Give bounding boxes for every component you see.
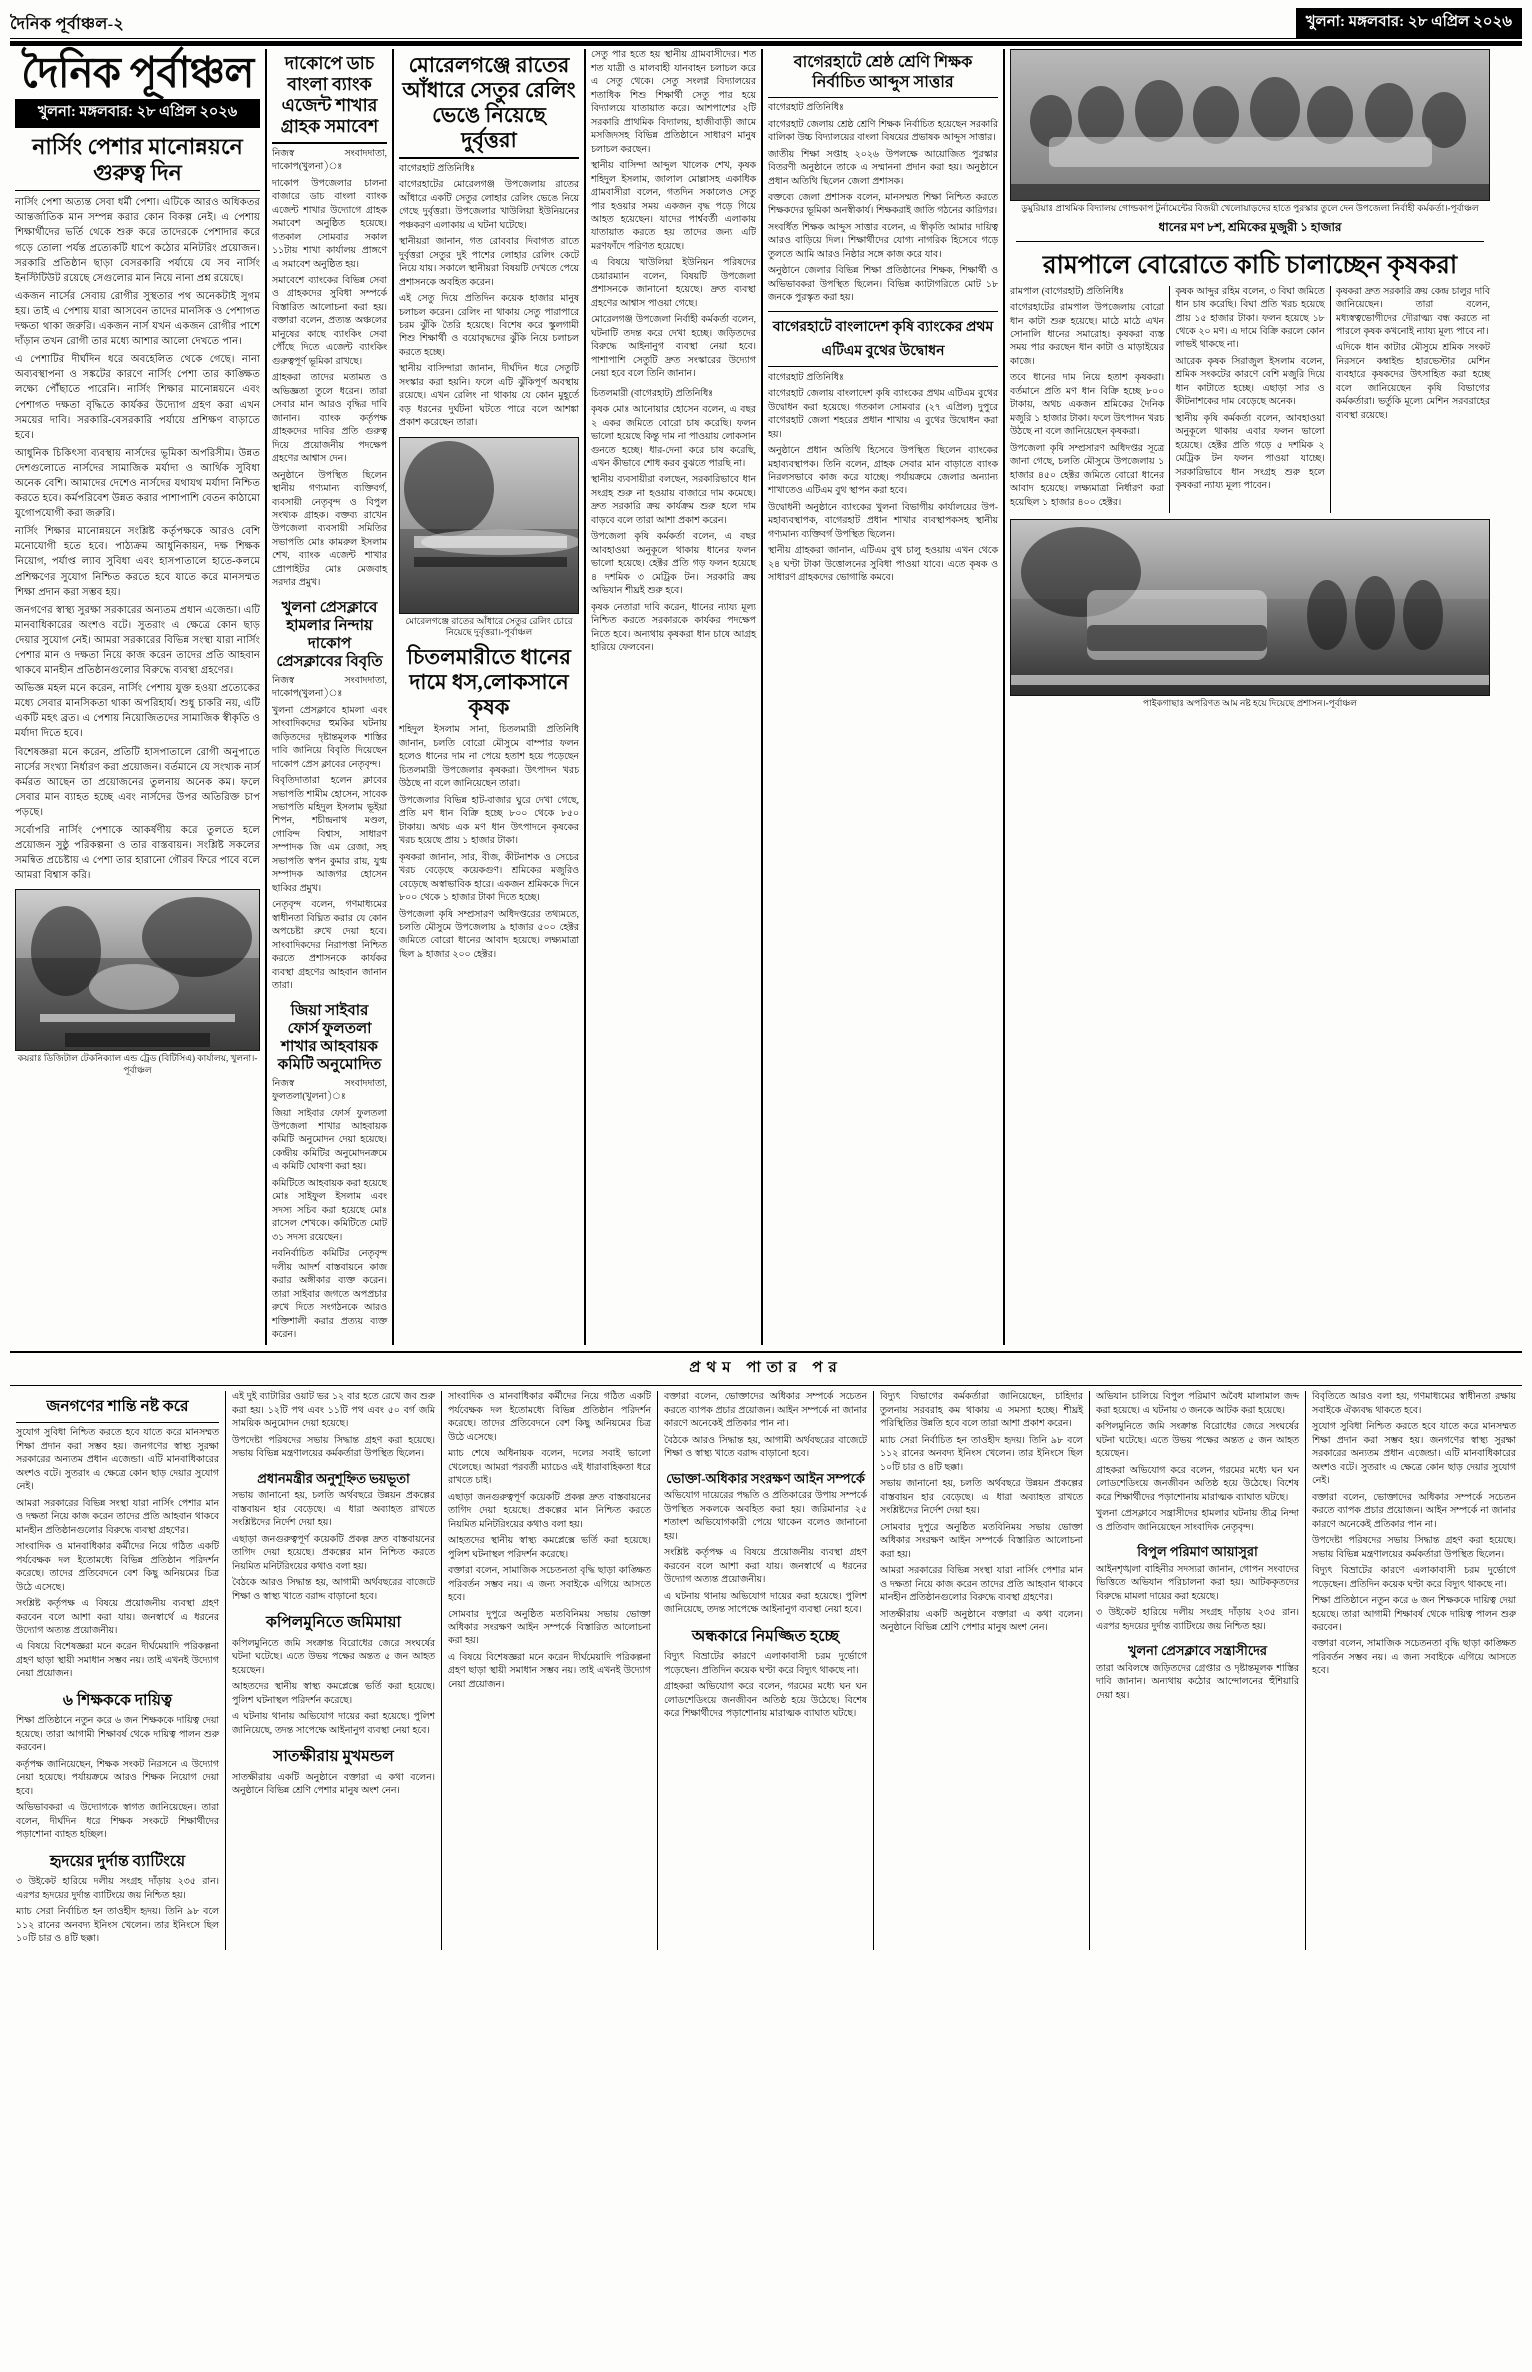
bottom-body-pm: সভায় জানানো হয়, চলতি অর্থবছরে উন্নয়ন প্রকল্পের বাস্তবায়ন হার বেড়েছে। এ ধারা অব্যাহত রাখতে সংশ্লিষ্টদের নির্দেশ দেয়া হয়। এছাড়া জনগুরুত্বপূর্ণ কয়েকটি প্রকল্প দ্রুত বাস্তবায়নের তাগিদ দেয়া হয়েছে। প্রকল্পের মান নিশ্চিত করতে নিয়মিত মনিটরিংয়ের কথাও বলা হয়। বৈঠকে আরও সিদ্ধান্ত হয়, আগামী অর্থবছরের বাজেটে শিক্ষা ও স্বাস্থ্য খাতে বরাদ্দ বাড়ানো হবে। bbox=[232, 1491, 435, 1602]
folio-rule-thick bbox=[10, 41, 1522, 46]
morrelganj-bridge-photo bbox=[399, 437, 579, 614]
kayra-photo-caption: কয়রাঃ ডিজিটাল টেকনিক্যাল এন্ড ট্রেড (বিটিসিএ) কার্যালয়, খুলনা।-পূর্বাঞ্চল bbox=[17, 1053, 258, 1076]
hairline bbox=[272, 142, 387, 143]
bottom-column-3 bbox=[442, 1391, 658, 1949]
bottom-column-2 bbox=[226, 1391, 442, 1949]
top-section-grid bbox=[10, 49, 1522, 1345]
morrelganj-photo-caption: মোরেলগঞ্জে রাতের আঁধারে সেতুর রেলিং চোরে নিয়েছে দুর্বৃত্তরা।-পূর্বাঞ্চল bbox=[405, 615, 573, 638]
bagerhat-teacher-headline: বাগেরহাটে শ্রেষ্ঠ শ্রেণি শিক্ষক নির্বাচিত আব্দুস সাত্তার bbox=[793, 54, 973, 91]
bottom-headline-pm: প্রধানমন্ত্রীর অনুশূহ্নিত ভয়ভূতা bbox=[257, 1470, 410, 1486]
morrelganj-body-b: সেতু পার হতে হয় স্থানীয় গ্রামবাসীদের। শত শত যাত্রী ও মালবাহী যানবাহন চলাচল করে এ সেতু থেকে। সেতু সংলগ্ন বিদ্যালয়ের শতাধিক শিশু শিক্ষার্থী সেতু পার হয়ে বিদ্যালয়ে যাতায়াত করে। আশপাশের ২টি সরকারি প্রাথমিক বিদ্যালয়, হাজীবাড়ী জামে মসজিদসহ বিভিন্ন প্রতিষ্ঠানে সাধারণ মানুষ চলাচল করছেন। স্থানীয় বাসিন্দা আব্দুল খালেক শেখ, কৃষক শহিদুল ইসলাম, জালাল মোল্লাসহ একাধিক গ্রামবাসীরা বলেন, গতদিন সকালেও সেতু পার হওয়ার সময় একজন বৃদ্ধ পড়ে গিয়ে আহত হয়েছেন। যাদের পার্শ্ববর্তী এলাকায় যাতায়াত করতে হয় তাদের জন্য এটি মরণফাঁদে পরিণত হয়েছে। এ বিষয়ে খাউলিয়া ইউনিয়ন পরিষদের চেয়ারম্যান বলেন, বিষয়টি উপজেলা প্রশাসনকে জানানো হয়েছে। দ্রুত ব্যবস্থা গ্রহণের আশ্বাস পাওয়া গেছে। মোরেলগঞ্জ উপজেলা নির্বাহী কর্মকর্তা বলেন, ঘটনাটি তদন্ত করে দেখা হচ্ছে। জড়িতদের বিরুদ্ধে আইনানুগ ব্যবস্থা নেয়া হবে। পাশাপাশি সেতুটি দ্রুত সংস্কারের উদ্যোগ নেয়া হবে বলে তিনি জানান। bbox=[591, 50, 756, 380]
bottom-body-bipul: আইনশৃঙ্খলা বাহিনীর সদস্যরা জানান, গোপন সংবাদের ভিত্তিতে অভিযান পরিচালনা করা হয়। আটককৃতদের বিরুদ্ধে মামলা দায়ের করা হয়েছে। ৩ উইকেট হারিয়ে দলীয় সংগ্রহ দাঁড়ায় ২৩৫ রান। এরপর হৃদয়ের দুর্দান্ত ব্যাটিংয়ে জয় নিশ্চিত হয়। bbox=[1096, 1564, 1299, 1632]
bottom-column-5 bbox=[874, 1391, 1090, 1949]
bottom-column-4 bbox=[658, 1391, 874, 1949]
hairline bbox=[399, 157, 579, 158]
chitalmari-headline: চিতলমারীতে ধানের দামে ধস,লোকসানে কৃষক bbox=[407, 645, 571, 719]
krishi-bank-body: বাগেরহাট প্রতিনিধিঃ বাগেরহাট জেলায় বাংলাদেশ কৃষি ব্যাংকের প্রথম এটিএম বুথের উদ্বোধন করা হয়েছে। গতকাল সোমবার (২৭ এপ্রিল) দুপুরে বাগেরহাট জেলা শহরের প্রধান শাখায় এ বুথের উদ্বোধন করা হয়। অনুষ্ঠানে প্রধান অতিথি হিসেবে উপস্থিত ছিলেন ব্যাংকের মহাব্যবস্থাপক। তিনি বলেন, গ্রাহক সেবার মান বাড়াতে ব্যাংক নিরলসভাবে কাজ করে যাচ্ছে। পর্যায়ক্রমে জেলার অন্যান্য শাখাতেও এটিএম বুথ স্থাপন করা হবে। উদ্বোধনী অনুষ্ঠানে ব্যাংকের খুলনা বিভাগীয় কার্যালয়ের উপ-মহাব্যবস্থাপক, বাগেরহাট প্রধান শাখার ব্যবস্থাপকসহ স্থানীয় গণ্যমান্য ব্যক্তিবর্গ উপস্থিত ছিলেন। স্থানীয় গ্রাহকরা জানান, এটিএম বুথ চালু হওয়ায় এখন থেকে ২৪ ঘণ্টা টাকা উত্তোলনের সুবিধা পাওয়া যাবে। এতে কৃষক ও সাধারণ গ্রাহকদের ভোগান্তি কমবে। bbox=[768, 372, 998, 584]
bottom-headline-consumer: ভোক্তা-অধিকার সংরক্ষণ আইন সম্পর্কে bbox=[666, 1470, 865, 1486]
bottom-column-1 bbox=[10, 1391, 226, 1949]
rampal-body-grid bbox=[1010, 286, 1490, 514]
bottom-body-satkhira: সাতক্ষীরায় একটি অনুষ্ঠানে বক্তারা এ কথা বলেন। অনুষ্ঠানে বিভিন্ন শ্রেণি পেশার মানুষ অংশ নেন। bbox=[232, 1772, 435, 1797]
folio-bar bbox=[10, 8, 1522, 38]
masthead-datebar: খুলনা: মঙ্গলবার: ২৮ এপ্রিল ২০২৬ bbox=[15, 99, 260, 128]
dacope-press-body: নিজস্ব সংবাদদাতা, দাকোপ(খুলনা)ঃ খুলনা প্রেসক্লাবে হামলা এবং সাংবাদিকদের হুমকির ঘটনায় জড়িতদের দৃষ্টান্তমূলক শাস্তির দাবি জানিয়ে বিবৃতি দিয়েছেন দাকোপ প্রেস ক্লাবের নেতৃবৃন্দ। বিবৃতিদাতারা হলেন ক্লাবের সভাপতি শামীম হোসেন, সাবেক সভাপতি মহিদুল ইসলাম ভূইয়া শিপন, শচীন্দ্রনাথ মণ্ডল, গোবিন্দ বিশ্বাস, সাধারণ সম্পাদক জি এম রেজা, সহ সভাপতি স্বপন কুমার রায়, যুগ্ম সম্পাদক আজগর হোসেন ছাব্বির প্রমুখ। নেতৃবৃন্দ বলেন, গণমাধ্যমের স্বাধীনতা বিঘ্নিত করার যে কোন অপচেষ্টা রুখে দেয়া হবে। সাংবাদিকদের নিরাপত্তা নিশ্চিত করতে প্রশাসনকে কার্যকর ব্যবস্থা গ্রহণের আহবান জানান তারা। bbox=[272, 675, 387, 992]
chitalmari-body-b: চিতলমারী (বাগেরহাট) প্রতিনিধিঃ কৃষক মোঃ আনোয়ার হোসেন বলেন, এ বছর ২ একর জমিতে বোরো চাষ করেছি। ফলন ভালো হয়েছে কিন্তু দাম না পাওয়ায় লোকসান গুনতে হচ্ছে। ধার-দেনা করে চাষ করেছি, এখন কীভাবে শোধ করব বুঝতে পারছি না। স্থানীয় ব্যবসায়ীরা বলছেন, সরকারিভাবে ধান সংগ্রহ শুরু না হওয়ায় বাজারে দাম কমেছে। দ্রুত সরকারি ক্রয় কার্যক্রম শুরু হলে দাম বাড়বে বলে তারা আশা প্রকাশ করেন। উপজেলা কৃষি কর্মকর্তা বলেন, এ বছর আবহাওয়া অনুকূলে থাকায় ধানের ফলন ভালো হয়েছে। হেক্টর প্রতি গড় ফলন হয়েছে ৪ দশমিক ৩ মেট্রিক টন। সরকারি ক্রয় অভিযান শীঘ্রই শুরু হবে। কৃষক নেতারা দাবি করেন, ধানের ন্যায্য মূল্য নিশ্চিত করতে সরকারকে কার্যকর পদক্ষেপ নিতে হবে। অন্যথায় কৃষকরা ধান চাষে আগ্রহ হারিয়ে ফেলবেন। bbox=[591, 388, 756, 654]
bottom-body-2a: এই দুই ব্যাটারির ওয়াট ভর ১২ বার হতে রেখে জব শুরু করা হয়। ১২টি পথ এবং ১১টি পথ এবং ৫০ বর্গ জমি সাময়িক অনুমোদন দেয়া হয়েছে। উপদেষ্টা পরিষদের সভায় সিদ্ধান্ত গ্রহণ করা হয়েছে। সভায় বিভিন্ন মন্ত্রণালয়ের কর্মকর্তারা উপস্থিত ছিলেন। bbox=[232, 1392, 435, 1460]
lead-editorial-headline: নার্সিং পেশার মানোন্নয়নে গুরুত্ব দিন bbox=[15, 128, 260, 191]
morrelganj-body-a: বাগেরহাট প্রতিনিধিঃ বাগেরহাটের মোরেলগঞ্জ উপজেলায় রাতের আঁধারে একটি সেতুর লোহার রেলিং ভেঙে নিয়ে গেছে দুর্বৃত্তরা। উপজেলার খাউলিয়া ইউনিয়নের পঞ্চকরণ এলাকায় এ ঘটনা ঘটেছে। স্থানীয়রা জানান, গত রোববার দিবাগত রাতে দুর্বৃত্তরা সেতুর দুই পাশের লোহার রেলিং কেটে নিয়ে যায়। সকালে স্থানীয়রা বিষয়টি দেখতে পেয়ে প্রশাসনকে অবহিত করেন। এই সেতু দিয়ে প্রতিদিন কয়েক হাজার মানুষ চলাচল করেন। রেলিং না থাকায় সেতু পারাপারে চরম ঝুঁকি তৈরি হয়েছে। বিশেষ করে স্কুলগামী শিশু শিক্ষার্থী ও বয়োবৃদ্ধদের ঝুঁকি নিয়ে চলাচল করতে হচ্ছে। স্থানীয় বাসিন্দারা জানান, দীর্ঘদিন ধরে সেতুটি সংস্কার করা হয়নি। ফলে এটি ঝুঁকিপূর্ণ অবস্থায় রয়েছে। এখন রেলিং না থাকায় যে কোন মুহূর্তে বড় ধরনের দুর্ঘটনা ঘটতে পারে বলে আশঙ্কা প্রকাশ করেছেন তারা। bbox=[399, 163, 579, 429]
krishi-bank-headline: বাগেরহাটে বাংলাদেশ কৃষি ব্যাংকের প্রথম এটিএম বুথের উদ্বোধন bbox=[768, 311, 998, 367]
dacope-bank-body: নিজস্ব সংবাদদাতা, দাকোপ(খুলনা)ঃ দাকোপ উপজেলার চালনা বাজারে ডাচ বাংলা ব্যাংক এজেন্ট শাখার উদ্যোগে গ্রাহক সমাবেশ অনুষ্ঠিত হয়েছে। গতকাল সোমবার সকাল ১১টায় শাখা কার্যালয় প্রাঙ্গণে এ সমাবেশ অনুষ্ঠিত হয়। সমাবেশে ব্যাংকের বিভিন্ন সেবা ও গ্রাহকদের সুবিধা সম্পর্কে বিস্তারিত আলোচনা করা হয়। বক্তারা বলেন, প্রত্যন্ত অঞ্চলের মানুষের কাছে ব্যাংকিং সেবা পৌঁছে দিতে এজেন্ট ব্যাংকিং গুরুত্বপূর্ণ ভূমিকা রাখছে। গ্রাহকরা তাদের মতামত ও অভিজ্ঞতা তুলে ধরেন। তারা সেবার মান আরও বৃদ্ধির দাবি জানান। ব্যাংক কর্তৃপক্ষ গ্রাহকদের দাবির প্রতি গুরুত্ব দিয়ে প্রয়োজনীয় পদক্ষেপ গ্রহণের আশ্বাস দেন। অনুষ্ঠানে উপস্থিত ছিলেন স্থানীয় গণ্যমান্য ব্যক্তিবর্গ, ব্যবসায়ী নেতৃবৃন্দ ও বিপুল সংখ্যক গ্রাহক। বক্তব্য রাখেন উপজেলা ব্যবসায়ী সমিতির সভাপতি মোঃ কামরুল ইসলাম শেখ, ব্যাংক এজেন্ট শাখার প্রোপাইটর মোঃ মেজবাহ সরদার প্রমুখ। bbox=[272, 148, 387, 589]
school-photo-caption: ডুমুরিয়াঃ প্রাথমিক বিদ্যালয় গোল্ডকাপ টুর্নামেন্টের বিজয়ী খেলোয়াড়দের হাতে পুরস্কার তুলে দেন উপজেলা নির্বাহী কর্মকর্তা।-পূর্বাঞ্চল bbox=[1021, 203, 1479, 214]
hairline bbox=[16, 1422, 219, 1423]
jia-cyber-body: নিজস্ব সংবাদদাতা, ফুলতলা(খুলনা)ঃ জিয়া সাইবার ফোর্স ফুলতলা উপজেলা শাখার আহবায়ক কমিটি অনুমোদন দেয়া হয়েছে। কেন্দ্রীয় কমিটির অনুমোদনক্রমে এ কমিটি ঘোষণা করা হয়। কমিটিতে আহবায়ক করা হয়েছে মোঃ সাইফুল ইসলাম এবং সদস্য সচিব করা হয়েছে মোঃ রাসেল শেখকে। কমিটিতে মোট ৩১ সদস্য রয়েছেন। নবনির্বাচিত কমিটির নেতৃবৃন্দ দলীয় আদর্শ বাস্তবায়নে কাজ করার অঙ্গীকার ব্যক্ত করেন। তারা সাইবার জগতে অপপ্রচার রুখে দিতে সংগঠনকে আরও শক্তিশালী করার প্রত্যয় ব্যক্ত করেন। bbox=[272, 1078, 387, 1340]
right-wide-column bbox=[1005, 49, 1495, 1345]
bottom-headline-1: জনগণের শান্তি নষ্ট করে bbox=[46, 1398, 189, 1416]
bottom-column-6 bbox=[1090, 1391, 1306, 1949]
bottom-body-3: সাংবাদিক ও মানবাধিকার কর্মীদের নিয়ে গঠিত একটি পর্যবেক্ষক দল ইতোমধ্যে বিভিন্ন প্রতিষ্ঠান পরিদর্শন করেছে। তাদের প্রতিবেদনে বেশ কিছু অনিয়মের চিত্র উঠে এসেছে। ম্যাচ শেষে অধিনায়ক বলেন, দলের সবাই ভালো খেলেছে। আমরা পরবর্তী ম্যাচেও এই ধারাবাহিকতা ধরে রাখতে চাই। এছাড়া জনগুরুত্বপূর্ণ কয়েকটি প্রকল্প দ্রুত বাস্তবায়নের তাগিদ দেয়া হয়েছে। প্রকল্পের মান নিশ্চিত করতে নিয়মিত মনিটরিংয়ের কথাও বলা হয়। আহতদের স্থানীয় স্বাস্থ্য কমপ্লেক্সে ভর্তি করা হয়েছে। পুলিশ ঘটনাস্থল পরিদর্শন করেছে। বক্তারা বলেন, সামাজিক সচেতনতা বৃদ্ধি ছাড়া কাঙ্ক্ষিত পরিবর্তন সম্ভব নয়। এ জন্য সবাইকে এগিয়ে আসতে হবে। সোমবার দুপুরে অনুষ্ঠিত মতবিনিময় সভায় ভোক্তা অধিকার সংরক্ষণ আইন সম্পর্কে বিস্তারিত আলোচনা করা হয়। এ বিষয়ে বিশেষজ্ঞরা মনে করেন দীর্ঘমেয়াদি পরিকল্পনা গ্রহণ ছাড়া স্থায়ী সমাধান সম্ভব নয়। তাই এখনই উদ্যোগ নেয়া প্রয়োজন। bbox=[448, 1392, 651, 1690]
masthead-logo: দৈনিক পূর্বাঞ্চল bbox=[21, 49, 254, 97]
bottom-column-7 bbox=[1306, 1391, 1522, 1949]
continuation-section-bar: প্রথম পাতার পর bbox=[10, 1351, 1522, 1386]
dacope-bank-column bbox=[267, 49, 392, 1345]
hairline bbox=[768, 97, 998, 98]
rampal-kicker: ধানের মণ ৮শ, শ্রমিকের মুজুরী ১ হাজার bbox=[1016, 219, 1484, 242]
kayra-office-photo bbox=[15, 889, 260, 1051]
bottom-body-consumer: অভিযোগ দায়েরের পদ্ধতি ও প্রতিকারের উপায় সম্পর্কে উপস্থিত সকলকে অবহিত করা হয়। জরিমানার ২৫ শতাংশ অভিযোগকারী পেয়ে থাকেন বলেও জানানো হয়। সংশ্লিষ্ট কর্তৃপক্ষ এ বিষয়ে প্রয়োজনীয় ব্যবস্থা গ্রহণ করবেন বলে আশা করা যায়। জনস্বার্থে এ ধরনের উদ্যোগ অত্যন্ত প্রয়োজনীয়। এ ঘটনায় থানায় অভিযোগ দায়ের করা হয়েছে। পুলিশ জানিয়েছে, তদন্ত সাপেক্ষে আইনানুগ ব্যবস্থা নেয়া হবে। bbox=[664, 1491, 867, 1616]
paikgacha-photo-caption: পাইকগাছাঃ অপরিণত আম নষ্ট হয়ে দিয়েছে প্রশাসন।-পূর্বাঞ্চল bbox=[1143, 698, 1357, 709]
bottom-body-darkness: বিদ্যুৎ বিভ্রাটের কারণে এলাকাবাসী চরম দুর্ভোগে পড়েছেন। প্রতিদিন কয়েক ঘণ্টা করে বিদ্যুৎ থাকছে না। গ্রাহকরা অভিযোগ করে বলেন, গরমের মধ্যে ঘন ঘন লোডশেডিংয়ে জনজীবন অতিষ্ঠ হয়ে উঠেছে। বিশেষ করে শিক্ষার্থীদের পড়াশোনায় মারাত্মক ব্যাঘাত ঘটছে। bbox=[664, 1652, 867, 1720]
dacope-bank-headline: দাকোপে ডাচ বাংলা ব্যাংক এজেন্ট শাখার গ্রাহক সমাবেশ bbox=[280, 53, 379, 137]
bottom-headline-6teachers: ৬ শিক্ষককে দায়িত্ব bbox=[62, 1691, 173, 1709]
bottom-body-pressclub: তারা অবিলম্বে জড়িতদের গ্রেপ্তার ও দৃষ্টান্তমূলক শাস্তির দাবি জানান। অন্যথায় কঠোর আন্দোলনের হুঁশিয়ারি দেয়া হয়। bbox=[1096, 1663, 1299, 1701]
bottom-body-hridoy: ৩ উইকেট হারিয়ে দলীয় সংগ্রহ দাঁড়ায় ২৩৫ রান। এরপর হৃদয়ের দুর্দান্ত ব্যাটিংয়ে জয় নিশ্চিত হয়। ম্যাচ সেরা নির্বাচিত হন তাওহীদ হৃদয়। তিনি ৯৮ বলে ১১২ রানের অনবদ্য ইনিংস খেলেন। তার ইনিংসে ছিল ১০টি চার ও ৪টি ছক্কা। bbox=[16, 1877, 219, 1945]
jia-cyber-headline: জিয়া সাইবার ফোর্স ফুলতলা শাখার আহবায়ক কমিটি অনুমোদিত bbox=[277, 1002, 382, 1073]
rampal-body-col1: রামপাল (বাগেরহাট) প্রতিনিধিঃ বাগেরহাটের রামপাল উপজেলায় বোরো ধান কাটা শুরু হয়েছে। মাঠে মাঠে এখন সোনালি ধানের সমারোহ। কৃষকরা ব্যস্ত সময় পার করছেন ধান কাটা ও মাড়াইয়ের কাজে। তবে ধানের দাম নিয়ে হতাশ কৃষকরা। বর্তমানে প্রতি মণ ধান বিক্রি হচ্ছে ৮০০ টাকায়, অথচ একজন শ্রমিকের দৈনিক মজুরি ১ হাজার টাকা। ফলে উৎপাদন খরচ উঠছে না বলে জানিয়েছেন কৃষকরা। উপজেলা কৃষি সম্প্রসারণ অধিদপ্তর সূত্রে জানা গেছে, চলতি মৌসুমে উপজেলায় ১ হাজার ৪৫০ হেক্টর জমিতে বোরো ধানের আবাদ হয়েছে। লক্ষ্যমাত্রা নির্ধারণ করা হয়েছিল ১ হাজার ৪০০ হেক্টর। bbox=[1010, 286, 1165, 508]
bottom-body-4a: বক্তারা বলেন, ভোক্তাদের অধিকার সম্পর্কে সচেতন করতে ব্যাপক প্রচার প্রয়োজন। আইন সম্পর্কে না জানার কারণে অনেকেই প্রতিকার পান না। বৈঠকে আরও সিদ্ধান্ত হয়, আগামী অর্থবছরের বাজেটে শিক্ষা ও স্বাস্থ্য খাতে বরাদ্দ বাড়ানো হবে। bbox=[664, 1392, 867, 1460]
rampal-body-col2: কৃষক আব্দুর রহিম বলেন, ৩ বিঘা জমিতে ধান চাষ করেছি। বিঘা প্রতি খরচ হয়েছে প্রায় ১৫ হাজার টাকা। ফলন হয়েছে ১৮ থেকে ২০ মণ। এ দামে বিক্রি করলে কোন লাভই থাকছে না। আরেক কৃষক সিরাজুল ইসলাম বলেন, শ্রমিক সংকটের কারণে বেশি মজুরি দিয়ে ধান কাটাতে হচ্ছে। এছাড়া সার ও কীটনাশকের দাম বেড়েছে অনেক। স্থানীয় কৃষি কর্মকর্তা বলেন, আবহাওয়া অনুকূলে থাকায় এবার ফলন ভালো হয়েছে। হেক্টর প্রতি গড়ে ৫ দশমিক ২ মেট্রিক টন ফলন পাওয়া যাচ্ছে। সরকারিভাবে ধান সংগ্রহ শুরু হলে কৃষকরা ন্যায্য মূল্য পাবেন। bbox=[1175, 286, 1325, 492]
bottom-headline-satkhira: সাতক্ষীরায় মুখমন্ডল bbox=[273, 1748, 394, 1766]
bottom-headline-bipul: বিপুল পরিমাণ আয়াসুরা bbox=[1137, 1544, 1258, 1560]
dacope-press-headline: খুলনা প্রেসক্লাবে হামলার নিন্দায় দাকোপ প্রেসক্লাবের বিবৃতি bbox=[276, 599, 383, 670]
morrelganj-headline: মোরেলগঞ্জে রাতের আঁধারে সেতুর রেলিং ভেঙে নিয়েছে দুর্বৃত্তরা bbox=[402, 53, 576, 152]
folio-left-label: দৈনিক পূর্বাঞ্চল-২ bbox=[10, 16, 125, 33]
paikgacha-mango-photo bbox=[1010, 519, 1490, 696]
bottom-headline-pressclub: খুলনা প্রেসক্লাবে সন্ত্রাসীদের bbox=[1127, 1643, 1268, 1659]
bagerhat-column bbox=[763, 49, 1003, 1345]
bottom-body-6: অভিযান চালিয়ে বিপুল পরিমাণ অবৈধ মালামাল জব্দ করা হয়েছে। এ ঘটনায় ৩ জনকে আটক করা হয়েছে। কপিলমুনিতে জমি সংক্রান্ত বিরোধের জেরে সংঘর্ষের ঘটনা ঘটেছে। এতে উভয় পক্ষের অন্তত ৫ জন আহত হয়েছেন। গ্রাহকরা অভিযোগ করে বলেন, গরমের মধ্যে ঘন ঘন লোডশেডিংয়ে জনজীবন অতিষ্ঠ হয়ে উঠেছে। বিশেষ করে শিক্ষার্থীদের পড়াশোনায় মারাত্মক ব্যাঘাত ঘটছে। খুলনা প্রেসক্লাবে সন্ত্রাসীদের হামলার ঘটনায় তীব্র নিন্দা ও প্রতিবাদ জানিয়েছেন সাংবাদিক নেতৃবৃন্দ। bbox=[1096, 1392, 1299, 1533]
bottom-headline-kapilmuni: কপিলমুনিতে জমিমায়া bbox=[265, 1614, 401, 1632]
bottom-body-5: বিদ্যুৎ বিভাগের কর্মকর্তারা জানিয়েছেন, চাহিদার তুলনায় সরবরাহ কম থাকায় এ সমস্যা হচ্ছে। শীঘ্রই পরিস্থিতির উন্নতি হবে বলে তারা আশা প্রকাশ করেন। ম্যাচ সেরা নির্বাচিত হন তাওহীদ হৃদয়। তিনি ৯৮ বলে ১১২ রানের অনবদ্য ইনিংস খেলেন। তার ইনিংসে ছিল ১০টি চার ও ৪টি ছক্কা। সভায় জানানো হয়, চলতি অর্থবছরে উন্নয়ন প্রকল্পের বাস্তবায়ন হার বেড়েছে। এ ধারা অব্যাহত রাখতে সংশ্লিষ্টদের নির্দেশ দেয়া হয়। সোমবার দুপুরে অনুষ্ঠিত মতবিনিময় সভায় ভোক্তা অধিকার সংরক্ষণ আইন সম্পর্কে বিস্তারিত আলোচনা করা হয়। আমরা সরকারের বিভিন্ন সংস্থা যারা নার্সিং পেশার মান ও দক্ষতা নিয়ে কাজ করেন তাদের প্রতি আহবান থাকবে মানহীন প্রতিষ্ঠানগুলোর বিরুদ্ধে ব্যবস্থা গ্রহণের। সাতক্ষীরায় একটি অনুষ্ঠানে বক্তারা এ কথা বলেন। অনুষ্ঠানে বিভিন্ন শ্রেণি পেশার মানুষ অংশ নেন। bbox=[880, 1392, 1083, 1633]
bottom-body-7: বিবৃতিতে আরও বলা হয়, গণমাধ্যমের স্বাধীনতা রক্ষায় সবাইকে ঐক্যবদ্ধ থাকতে হবে। সুযোগ সুবিধা নিশ্চিত করতে হবে যাতে করে মানসম্মত শিক্ষা প্রদান করা সম্ভব হয়। জনগণের স্বাস্থ্য সুরক্ষা সরকারের অন্যতম প্রধান এজেন্ডা। এটি মানবাধিকারের অংশও বটে। সুতরাং এ ক্ষেত্রে কোন ছাড় দেয়ার সুযোগ নেই। বক্তারা বলেন, ভোক্তাদের অধিকার সম্পর্কে সচেতন করতে ব্যাপক প্রচার প্রয়োজন। আইন সম্পর্কে না জানার কারণে অনেকেই প্রতিকার পান না। উপদেষ্টা পরিষদের সভায় সিদ্ধান্ত গ্রহণ করা হয়েছে। সভায় বিভিন্ন মন্ত্রণালয়ের কর্মকর্তারা উপস্থিত ছিলেন। বিদ্যুৎ বিভ্রাটের কারণে এলাকাবাসী চরম দুর্ভোগে পড়েছেন। প্রতিদিন কয়েক ঘণ্টা করে বিদ্যুৎ থাকছে না। শিক্ষা প্রতিষ্ঠানে নতুন করে ৬ জন শিক্ষককে দায়িত্ব দেয়া হয়েছে। তারা আগামী শিক্ষাবর্ষ থেকে দায়িত্ব পালন শুরু করবেন। বক্তারা বলেন, সামাজিক সচেতনতা বৃদ্ধি ছাড়া কাঙ্ক্ষিত পরিবর্তন সম্ভব নয়। এ জন্য সবাইকে এগিয়ে আসতে হবে। bbox=[1312, 1392, 1516, 1677]
rampal-body-col3: কৃষকরা দ্রুত সরকারি ক্রয় কেন্দ্র চালুর দাবি জানিয়েছেন। তারা বলেন, মধ্যস্বত্বভোগীদের দৌরাত্ম্য বন্ধ করতে না পারলে কৃষক কখনোই ন্যায্য মূল্য পাবে না। এদিকে ধান কাটার মৌসুমে শ্রমিক সংকট নিরসনে কম্বাইন্ড হারভেস্টার মেশিন ব্যবহারে কৃষকদের উৎসাহিত করা হচ্ছে বলে জানিয়েছেন কৃষি বিভাগের কর্মকর্তারা। ভর্তুকি মূল্যে মেশিন সরবরাহের ব্যবস্থা রয়েছে। bbox=[1335, 286, 1490, 421]
rampal-headline: রামপালে বোরোতে কাচি চালাচ্ছেন কৃষকরা bbox=[1042, 252, 1458, 280]
morrelganj-column-a bbox=[394, 49, 584, 1345]
bottom-headline-hridoy: হৃদয়ের দুর্দান্ত ব্যাটিংয়ে bbox=[49, 1852, 186, 1870]
bottom-body-kapilmuni: কপিলমুনিতে জমি সংক্রান্ত বিরোধের জেরে সংঘর্ষের ঘটনা ঘটেছে। এতে উভয় পক্ষের অন্তত ৫ জন আহত হয়েছেন। আহতদের স্থানীয় স্বাস্থ্য কমপ্লেক্সে ভর্তি করা হয়েছে। পুলিশ ঘটনাস্থল পরিদর্শন করেছে। এ ঘটনায় থানায় অভিযোগ দায়ের করা হয়েছে। পুলিশ জানিয়েছে, তদন্ত সাপেক্ষে আইনানুগ ব্যবস্থা নেয়া হবে। bbox=[232, 1638, 435, 1736]
chitalmari-body-a: শহিদুল ইসলাম সানা, চিতলমারী প্রতিনিধি জানান, চলতি বোরো মৌসুমে বাম্পার ফলন হলেও ধানের দাম না পেয়ে হতাশ হয়ে পড়েছেন চিতলমারী উপজেলার কৃষকরা। উৎপাদন খরচ উঠছে না বলে জানিয়েছেন তারা। উপজেলার বিভিন্ন হাট-বাজার ঘুরে দেখা গেছে, প্রতি মণ ধান বিক্রি হচ্ছে ৮০০ থেকে ৮৫০ টাকায়। অথচ এক মণ ধান উৎপাদনে কৃষকের খরচ হয়েছে প্রায় ১ হাজার টাকা। কৃষকরা জানান, সার, বীজ, কীটনাশক ও সেচের খরচ বেড়েছে কয়েকগুণ। শ্রমিকের মজুরিও বেড়েছে অস্বাভাবিক হারে। একজন শ্রমিককে দিনে ৮০০ থেকে ১ হাজার টাকা দিতে হচ্ছে। উপজেলা কৃষি সম্প্রসারণ অধিদপ্তরের তথ্যমতে, চলতি মৌসুমে উপজেলায় ৯ হাজার ৫০০ হেক্টর জমিতে বোরো ধানের আবাদ হয়েছে। লক্ষ্যমাত্রা ছিল ৯ হাজার ২০০ হেক্টর। bbox=[399, 725, 579, 960]
bottom-body-6teachers: শিক্ষা প্রতিষ্ঠানে নতুন করে ৬ জন শিক্ষককে দায়িত্ব দেয়া হয়েছে। তারা আগামী শিক্ষাবর্ষ থেকে দায়িত্ব পালন শুরু করবেন। কর্তৃপক্ষ জানিয়েছেন, শিক্ষক সংকট নিরসনে এ উদ্যোগ নেয়া হয়েছে। পর্যায়ক্রমে আরও শিক্ষক নিয়োগ দেয়া হবে। অভিভাবকরা এ উদ্যোগকে স্বাগত জানিয়েছেন। তারা বলেন, দীর্ঘদিন ধরে শিক্ষক সংকটে শিক্ষার্থীদের পড়াশোনা ব্যাহত হচ্ছিল। bbox=[16, 1716, 219, 1841]
lead-editorial-body: নার্সিং পেশা অত্যন্ত সেবা ধর্মী পেশা। এটিকে আরও অধিকতর আন্তর্জাতিক মান সম্পন্ন করার কোন বিকল্প নেই। এ পেশায় শিক্ষার্থীদের ভর্তি থেকে শুরু করে তাদেরকে পেশাদার করে গড়ে তোলা পর্যন্ত প্রত্যেকটি ধাপে কঠোর মনিটরিং প্রয়োজন। সরকারি প্রতিষ্ঠান ছাড়া বেসরকারি পর্যায়ে যে সব নার্সিং ইনস্টিটিউট রয়েছে সেগুলোর মান নিয়ে নানা প্রশ্ন রয়েছে। একজন নার্সের সেবায় রোগীর সুস্থতার পথ অনেকটাই সুগম হয়। তাই এ পেশায় যারা আসবেন তাদের মানসিক ও পেশাগত দক্ষতা থাকা জরুরি। একজন নার্স যখন একজন রোগীর পাশে দাঁড়ান তখন রোগী তার মধ্যে আশার আলো দেখতে পান। এ পেশাটির দীর্ঘদিন ধরে অবহেলিত থেকে গেছে। নানা অব্যবস্থাপনা ও সঙ্কটের কারণে নার্সিং পেশা তার কাঙ্ক্ষিত লক্ষ্যে পৌঁছাতে পারেনি। নার্সিং শিক্ষার মানোন্নয়নে এবং পেশাগত দক্ষতা বৃদ্ধিতে কার্যকর উদ্যোগ গ্রহণ করা এখন সময়ের দাবি। সরকারি-বেসরকারি পর্যায়ে প্রশিক্ষণ বাড়াতে হবে। আধুনিক চিকিৎসা ব্যবস্থায় নার্সদের ভূমিকা অপরিসীম। উন্নত দেশগুলোতে নার্সদের সামাজিক মর্যাদা ও আর্থিক সুবিধা অনেক বেশি। আমাদের দেশেও নার্সদের যথাযথ মর্যাদা নিশ্চিত করতে হবে। কর্মপরিবেশ উন্নত করার পাশাপাশি বেতন কাঠামো যুগোপযোগী করা জরুরি। নার্সিং শিক্ষার মানোন্নয়নে সংশ্লিষ্ট কর্তৃপক্ষকে আরও বেশি মনোযোগী হতে হবে। পাঠ্যক্রম আধুনিকায়ন, দক্ষ শিক্ষক নিয়োগ, পর্যাপ্ত ল্যাব সুবিধা এবং হাসপাতালে হাতে-কলমে প্রশিক্ষণের সুযোগ নিশ্চিত করতে হবে যাতে করে মানসম্মত শিক্ষা প্রদান করা সম্ভব হয়। জনগণের স্বাস্থ্য সুরক্ষা সরকারের অন্যতম প্রধান এজেন্ডা। এটি মানবাধিকারের অংশও বটে। সুতরাং এ ক্ষেত্রে কোন ছাড় দেয়ার সুযোগ নেই। আমরা সরকারের বিভিন্ন সংস্থা যারা নার্সিং পেশার মান ও দক্ষতা নিয়ে কাজ করেন তাদের প্রতি আহবান থাকবে মানহীন প্রতিষ্ঠানগুলোর বিরুদ্ধে ব্যবস্থা গ্রহণের। অভিজ্ঞ মহল মনে করেন, নার্সিং পেশায় যুক্ত হওয়া প্রত্যেকের মধ্যে সেবার মানসিকতা থাকা অপরিহার্য। শুধু চাকরি নয়, এটি একটি মহৎ ব্রত। এ পেশায় নিয়োজিতদের সামাজিক স্বীকৃতি ও মর্যাদা দিতে হবে। বিশেষজ্ঞরা মনে করেন, প্রতিটি হাসপাতালে রোগী অনুপাতে নার্সের সংখ্যা নির্ধারণ করা প্রয়োজন। বর্তমানে যে সংখ্যক নার্স কর্মরত আছেন তা প্রয়োজনের তুলনায় অনেক কম। ফলে সেবার মান ব্যাহত হচ্ছে এবং নার্সদের উপর অতিরিক্ত চাপ পড়ছে। সর্বোপরি নার্সিং পেশাকে আকর্ষণীয় করে তুলতে হলে প্রয়োজন সুষ্ঠু পরিকল্পনা ও তার বাস্তবায়ন। সংশ্লিষ্ট সকলের সমন্বিত প্রচেষ্টায় এ পেশা তার হারানো গৌরব ফিরে পাবে বলে আমরা বিশ্বাস করি। bbox=[15, 197, 261, 882]
morrelganj-column-b bbox=[586, 49, 761, 1345]
bottom-body-1: সুযোগ সুবিধা নিশ্চিত করতে হবে যাতে করে মানসম্মত শিক্ষা প্রদান করা সম্ভব হয়। জনগণের স্বাস্থ্য সুরক্ষা সরকারের অন্যতম প্রধান এজেন্ডা। এটি মানবাধিকারের অংশও বটে। সুতরাং এ ক্ষেত্রে কোন ছাড় দেয়ার সুযোগ নেই। আমরা সরকারের বিভিন্ন সংস্থা যারা নার্সিং পেশার মান ও দক্ষতা নিয়ে কাজ করেন তাদের প্রতি আহবান থাকবে মানহীন প্রতিষ্ঠানগুলোর বিরুদ্ধে ব্যবস্থা গ্রহণের। সাংবাদিক ও মানবাধিকার কর্মীদের নিয়ে গঠিত একটি পর্যবেক্ষক দল ইতোমধ্যে বিভিন্ন প্রতিষ্ঠান পরিদর্শন করেছে। তাদের প্রতিবেদনে বেশ কিছু অনিয়মের চিত্র উঠে এসেছে। সংশ্লিষ্ট কর্তৃপক্ষ এ বিষয়ে প্রয়োজনীয় ব্যবস্থা গ্রহণ করবেন বলে আশা করা যায়। জনস্বার্থে এ ধরনের উদ্যোগ অত্যন্ত প্রয়োজনীয়। এ বিষয়ে বিশেষজ্ঞরা মনে করেন দীর্ঘমেয়াদি পরিকল্পনা গ্রহণ ছাড়া স্থায়ী সমাধান সম্ভব নয়। তাই এখনই উদ্যোগ নেয়া প্রয়োজন। bbox=[16, 1428, 219, 1680]
school-group-photo bbox=[1010, 49, 1490, 201]
folio-date-label: খুলনা: মঙ্গলবার: ২৮ এপ্রিল ২০২৬ bbox=[1296, 8, 1522, 38]
masthead-column bbox=[10, 49, 265, 1345]
bagerhat-teacher-body: বাগেরহাট প্রতিনিধিঃ বাগেরহাট জেলায় শ্রেষ্ঠ শ্রেণি শিক্ষক নির্বাচিত হয়েছেন সরকারি বালিকা উচ্চ বিদ্যালয়ের বাংলা বিষয়ের প্রভাষক আব্দুস সাত্তার। জাতীয় শিক্ষা সপ্তাহ ২০২৬ উপলক্ষে আয়োজিত পুরস্কার বিতরণী অনুষ্ঠানে তাকে এ সম্মাননা প্রদান করা হয়। অনুষ্ঠানে প্রধান অতিথি ছিলেন জেলা প্রশাসক। বক্তব্যে জেলা প্রশাসক বলেন, মানসম্মত শিক্ষা নিশ্চিত করতে শিক্ষকদের ভূমিকা অনস্বীকার্য। শিক্ষকরাই জাতি গঠনের কারিগর। সংবর্ধিত শিক্ষক আব্দুস সাত্তার বলেন, এ স্বীকৃতি আমার দায়িত্ব আরও বাড়িয়ে দিল। শিক্ষার্থীদের যোগ্য নাগরিক হিসেবে গড়ে তুলতে আমি আরও নিষ্ঠার সঙ্গে কাজ করে যাব। অনুষ্ঠানে জেলার বিভিন্ন শিক্ষা প্রতিষ্ঠানের শিক্ষক, শিক্ষার্থী ও অভিভাবকরা উপস্থিত ছিলেন। বিভিন্ন ক্যাটাগরিতে মোট ১৮ জনকে পুরস্কৃত করা হয়। bbox=[768, 103, 998, 304]
folio-rule-thin bbox=[10, 38, 1522, 39]
bottom-section-grid bbox=[10, 1391, 1522, 1949]
bottom-headline-darkness: অন্ধকারে নিমজ্জিত হচ্ছে bbox=[691, 1627, 840, 1645]
